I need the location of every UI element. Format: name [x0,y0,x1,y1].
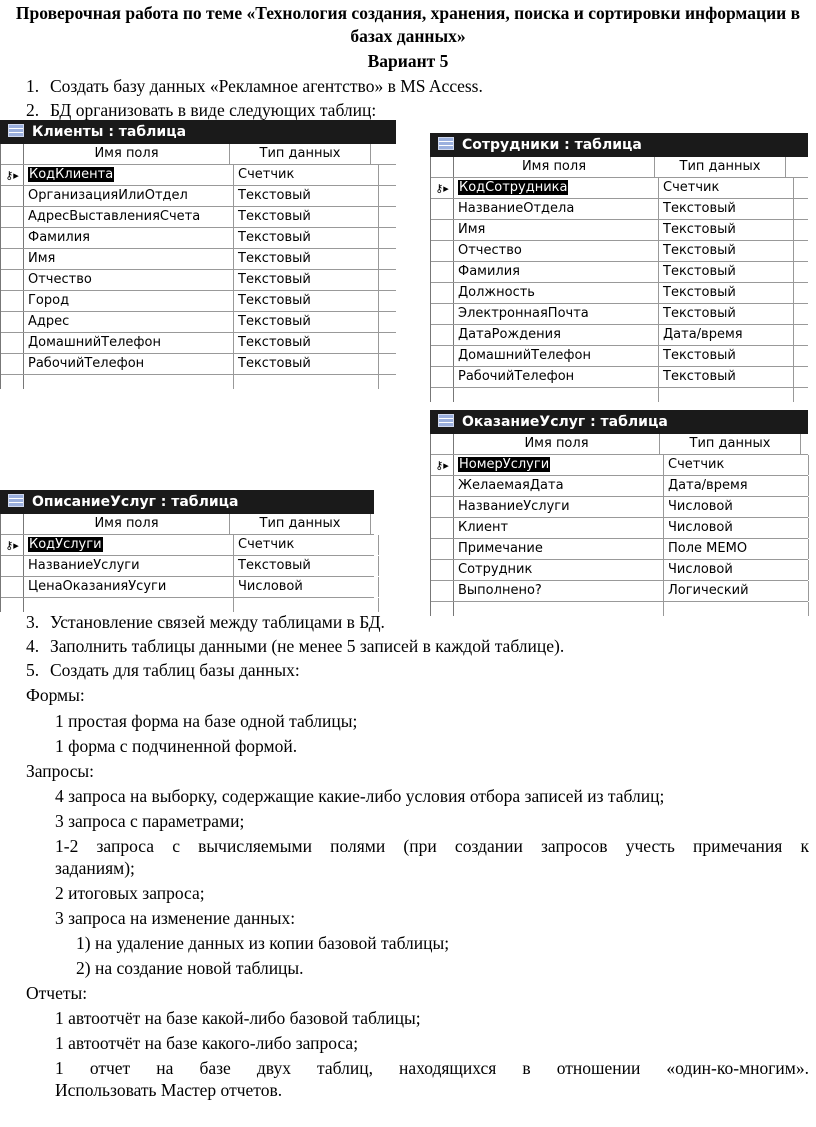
row-selector-header [431,434,454,454]
variant-heading: Вариант 5 [367,51,449,71]
field-row[interactable] [431,497,808,518]
row-selector[interactable] [431,304,454,324]
table-icon [8,494,24,507]
field-name-cell[interactable] [454,518,664,538]
field-name-cell[interactable] [454,199,659,219]
field-name: ОрганизацияИлиОтдел [28,188,188,203]
field-row[interactable] [1,291,396,312]
reports-item-1: 1 автоотчёт на базе какой-либо базовой таблицы; [55,1008,421,1028]
field-row[interactable] [431,455,808,476]
field-name-cell[interactable] [454,497,664,517]
field-name: Фамилия [28,230,90,245]
task-2-text: БД организовать в виде следующих таблиц: [50,100,377,120]
table-title-bar [430,133,808,157]
column-header-name: Имя поля [24,514,230,534]
queries-subitem-1: 1) на удаление данных из копии базовой таблицы; [76,933,450,953]
field-name: ЭлектроннаяПочта [458,306,589,321]
field-row[interactable] [431,283,808,304]
field-name-cell[interactable] [24,333,234,353]
field-name-cell[interactable] [24,165,234,185]
field-type-cell[interactable]: Текстовый [659,346,794,366]
field-name-cell[interactable] [454,388,659,402]
field-row[interactable] [431,518,808,539]
empty-row[interactable] [1,598,374,612]
field-name: НомерУслуги [459,457,550,472]
table-icon [438,137,454,150]
reports-label: Отчеты: [26,983,88,1003]
field-type-cell[interactable]: Счетчик [664,455,809,475]
column-header-type: Тип данных [230,144,371,164]
page-title: Проверочная работа по теме «Технология создания, хранения, поиска и сортировки информации в базах данных» [15,3,801,46]
field-type-cell[interactable]: Логический [664,581,809,601]
column-header-name: Имя поля [454,434,660,454]
row-selector[interactable] [431,199,454,219]
task-1 [26,75,483,97]
field-type-cell[interactable]: Текстовый [234,291,379,311]
field-name-cell[interactable] [24,207,234,227]
table-icon [8,124,24,137]
task-3 [26,611,385,633]
column-header-name: Имя поля [454,157,655,177]
task-5 [26,659,300,681]
field-type-cell[interactable]: Дата/время [659,325,794,345]
field-description-cell[interactable] [794,283,808,303]
row-selector[interactable] [1,333,24,353]
reports-item-3: 1 отчет на базе двух таблиц, находящихся в отношении «один-ко-многим». [55,1058,809,1078]
column-header-description [786,157,808,177]
field-name-cell[interactable] [454,602,664,616]
empty-row[interactable] [1,375,396,389]
table-title: ОписаниеУслуг : таблица [32,494,239,510]
field-name: Имя [458,222,486,237]
table-title-bar [430,410,808,434]
field-type-cell[interactable]: Дата/время [664,476,809,496]
field-name: КодСотрудника [459,180,568,195]
field-type-cell[interactable]: Числовой [664,560,809,580]
field-type-cell[interactable]: Текстовый [234,207,379,227]
field-row[interactable] [431,346,808,367]
row-selector[interactable] [431,476,454,496]
field-row[interactable] [431,220,808,241]
field-row[interactable] [1,535,374,556]
field-name: Фамилия [458,264,520,279]
service-desc-table [0,490,374,612]
field-name-cell[interactable] [454,304,659,324]
field-name-cell[interactable] [24,598,234,612]
field-row[interactable] [1,207,396,228]
column-header-description [371,514,374,534]
queries-item-4: 2 итоговых запроса; [55,883,205,903]
queries-item-3-cont: заданиям); [55,858,135,878]
clients-table [0,120,396,389]
grid-header-row [1,144,396,165]
field-description-cell[interactable] [794,220,808,240]
empty-row[interactable] [431,388,808,402]
field-type-cell[interactable]: Числовой [664,497,809,517]
field-name-cell[interactable] [454,262,659,282]
table-title-bar [0,120,396,144]
row-selector[interactable] [1,165,24,185]
field-description-cell[interactable] [379,249,396,269]
grid-header-row [431,157,808,178]
column-header-type: Тип данных [230,514,371,534]
field-name: КодУслуги [29,537,102,552]
field-row[interactable] [431,178,808,199]
field-row[interactable] [431,325,808,346]
empty-row[interactable] [431,602,808,616]
field-name-cell[interactable] [24,186,234,206]
field-row[interactable] [1,270,396,291]
field-name: Город [28,293,70,308]
field-type-cell[interactable]: Текстовый [659,304,794,324]
column-header-type: Тип данных [655,157,786,177]
column-header-name: Имя поля [24,144,230,164]
row-selector[interactable] [431,262,454,282]
field-name: Сотрудник [458,562,533,577]
field-name: НазваниеОтдела [458,201,575,216]
field-row[interactable] [1,228,396,249]
field-name: Адрес [28,314,70,329]
field-name-cell[interactable] [24,577,234,597]
task-3-number: 3. [26,612,40,632]
field-name-cell[interactable] [24,291,234,311]
primary-key-icon: ⚷▸ [5,538,19,552]
row-selector[interactable] [1,228,24,248]
field-row[interactable] [431,199,808,220]
field-name-cell[interactable] [24,312,234,332]
row-selector[interactable] [431,388,454,402]
field-type-cell[interactable] [659,388,794,402]
grid-header-row [1,514,374,535]
design-grid [0,144,396,389]
column-header-description [371,144,396,164]
field-name-cell[interactable] [454,325,659,345]
row-selector-header [1,514,24,534]
field-type-cell[interactable]: Текстовый [659,367,794,387]
row-selector[interactable] [431,367,454,387]
services-table [430,410,808,616]
field-type-cell[interactable] [664,602,809,616]
field-type-cell[interactable]: Текстовый [659,220,794,240]
row-selector[interactable] [431,455,454,475]
table-icon [438,414,454,427]
forms-item-2: 1 форма с подчиненной формой. [55,736,298,756]
field-name: НазваниеУслуги [28,558,140,573]
row-selector[interactable] [1,291,24,311]
field-name: ЦенаОказанияУсуги [28,579,167,594]
row-selector[interactable] [1,249,24,269]
field-name: Примечание [458,541,543,556]
task-2 [26,99,376,121]
field-name-cell[interactable] [454,178,659,198]
task-1-number: 1. [26,76,40,96]
field-row[interactable] [431,241,808,262]
task-1-text: Создать базу данных «Рекламное агентство» в MS Access. [50,76,483,96]
field-name: Отчество [28,272,92,287]
field-description-cell[interactable] [794,241,808,261]
field-row[interactable] [431,581,808,602]
row-selector[interactable] [431,346,454,366]
field-description-cell[interactable] [379,312,396,332]
queries-item-1: 4 запроса на выборку, содержащие какие-либо условия отбора записей из таблиц; [55,786,665,806]
column-header-type: Тип данных [660,434,801,454]
field-name: ДомашнийТелефон [28,335,161,350]
field-name: РабочийТелефон [28,356,145,371]
field-name: Клиент [458,520,509,535]
field-type-cell[interactable]: Текстовый [234,333,379,353]
field-type-cell[interactable]: Текстовый [234,186,379,206]
field-name-cell[interactable] [454,367,659,387]
field-type-cell[interactable]: Текстовый [234,228,379,248]
design-grid [430,434,808,616]
field-row[interactable] [431,304,808,325]
field-name: РабочийТелефон [458,369,575,384]
field-name-cell[interactable] [454,220,659,240]
design-grid [0,514,374,612]
field-name-cell[interactable] [24,375,234,389]
field-name: Отчество [458,243,522,258]
field-type-cell[interactable] [234,598,379,612]
row-selector[interactable] [1,375,24,389]
field-description-cell[interactable] [379,291,396,311]
design-grid [430,157,808,402]
row-selector[interactable] [431,178,454,198]
field-name-cell[interactable] [454,539,664,559]
field-name: Имя [28,251,56,266]
row-selector[interactable] [1,354,24,374]
queries-subitem-2: 2) на создание новой таблицы. [76,958,304,978]
field-description-cell[interactable] [794,178,808,198]
forms-label: Формы: [26,685,85,705]
field-description-cell[interactable] [379,375,396,389]
field-type-cell[interactable]: Поле MEMO [664,539,809,559]
row-selector[interactable] [431,283,454,303]
row-selector[interactable] [1,186,24,206]
field-description-cell[interactable] [794,304,808,324]
field-name: Выполнено? [458,583,542,598]
field-row[interactable] [1,249,396,270]
field-type-cell[interactable]: Текстовый [234,249,379,269]
field-name-cell[interactable] [24,354,234,374]
row-selector[interactable] [1,556,24,576]
row-selector[interactable] [1,207,24,227]
table-title: ОказаниеУслуг : таблица [462,414,668,430]
field-type-cell[interactable]: Счетчик [234,165,379,185]
field-row[interactable] [431,367,808,388]
field-type-cell[interactable]: Текстовый [659,283,794,303]
row-selector[interactable] [431,220,454,240]
field-name-cell[interactable] [454,241,659,261]
field-name: ЖелаемаяДата [458,478,564,493]
field-name-cell[interactable] [454,346,659,366]
field-name-cell[interactable] [24,556,234,576]
field-name-cell[interactable] [454,560,664,580]
field-name-cell[interactable] [24,535,234,555]
field-description-cell[interactable] [794,325,808,345]
employees-table [430,133,808,402]
field-name: ДатаРождения [458,327,561,342]
field-type-cell[interactable]: Числовой [664,518,809,538]
field-row[interactable] [1,333,396,354]
field-description-cell[interactable] [379,354,396,374]
task-3-text: Установление связей между таблицами в БД. [50,612,385,632]
row-selector[interactable] [431,241,454,261]
row-selector[interactable] [431,560,454,580]
row-selector[interactable] [1,312,24,332]
field-row[interactable] [1,312,396,333]
field-type-cell[interactable]: Текстовый [234,270,379,290]
queries-label: Запросы: [26,761,94,781]
row-selector[interactable] [1,577,24,597]
field-name-cell[interactable] [24,249,234,269]
reports-item-4: Использовать Мастер отчетов. [55,1080,283,1100]
task-5-text: Создать для таблиц базы данных: [50,660,300,680]
task-5-number: 5. [26,660,40,680]
queries-item-2: 3 запроса с параметрами; [55,811,245,831]
task-4 [26,635,564,657]
field-name-cell[interactable] [24,228,234,248]
row-selector[interactable] [431,325,454,345]
field-description-cell[interactable] [379,228,396,248]
field-description-cell[interactable] [379,270,396,290]
grid-header-row [431,434,808,455]
field-type-cell[interactable]: Текстовый [659,262,794,282]
primary-key-icon: ⚷▸ [435,181,449,195]
field-row[interactable] [1,556,374,577]
field-description-cell[interactable] [794,346,808,366]
field-name-cell[interactable] [24,270,234,290]
field-type-cell[interactable]: Текстовый [234,556,379,576]
field-type-cell[interactable]: Текстовый [234,354,379,374]
reports-item-2: 1 автоотчёт на базе какого-либо запроса; [55,1033,359,1053]
forms-item-1: 1 простая форма на базе одной таблицы; [55,711,358,731]
field-description-cell[interactable] [379,333,396,353]
queries-item-5: 3 запроса на изменение данных: [55,908,296,928]
field-row[interactable] [431,262,808,283]
field-description-cell[interactable] [379,186,396,206]
field-row[interactable] [431,560,808,581]
field-description-cell[interactable] [794,367,808,387]
field-name: КодКлиента [29,167,114,182]
row-selector[interactable] [431,539,454,559]
field-name: АдресВыставленияСчета [28,209,201,224]
row-selector-header [431,157,454,177]
field-name-cell[interactable] [454,476,664,496]
field-row[interactable] [1,186,396,207]
row-selector[interactable] [1,535,24,555]
field-name: Должность [458,285,535,300]
row-selector[interactable] [431,497,454,517]
field-name: ДомашнийТелефон [458,348,591,363]
field-row[interactable] [431,476,808,497]
row-selector[interactable] [431,518,454,538]
table-title: Сотрудники : таблица [462,137,642,153]
task-4-number: 4. [26,636,40,656]
task-2-number: 2. [26,100,40,120]
field-row[interactable] [1,165,396,186]
field-type-cell[interactable]: Счетчик [234,535,379,555]
field-description-cell[interactable] [379,207,396,227]
field-description-cell[interactable] [379,165,396,185]
row-selector[interactable] [1,598,24,612]
field-description-cell[interactable] [794,262,808,282]
field-name-cell[interactable] [454,455,664,475]
field-description-cell[interactable] [794,199,808,219]
field-type-cell[interactable] [234,375,379,389]
field-row[interactable] [1,577,374,598]
field-row[interactable] [1,354,396,375]
queries-item-3: 1-2 запроса с вычисляемыми полями (при создании запросов учесть примечания к [55,836,809,856]
field-type-cell[interactable]: Текстовый [659,241,794,261]
primary-key-icon: ⚷▸ [5,168,19,182]
task-4-text: Заполнить таблицы данными (не менее 5 записей в каждой таблице). [50,636,565,656]
table-title-bar [0,490,374,514]
field-description-cell[interactable] [794,388,808,402]
field-name-cell[interactable] [454,283,659,303]
column-header-description [801,434,808,454]
field-row[interactable] [431,539,808,560]
table-title: Клиенты : таблица [32,124,187,140]
field-name-cell[interactable] [454,581,664,601]
row-selector[interactable] [1,270,24,290]
row-selector[interactable] [431,602,454,616]
field-name: НазваниеУслуги [458,499,570,514]
field-type-cell[interactable]: Текстовый [659,199,794,219]
field-type-cell[interactable]: Числовой [234,577,379,597]
row-selector[interactable] [431,581,454,601]
primary-key-icon: ⚷▸ [435,458,449,472]
row-selector-header [1,144,24,164]
field-type-cell[interactable]: Счетчик [659,178,794,198]
field-type-cell[interactable]: Текстовый [234,312,379,332]
